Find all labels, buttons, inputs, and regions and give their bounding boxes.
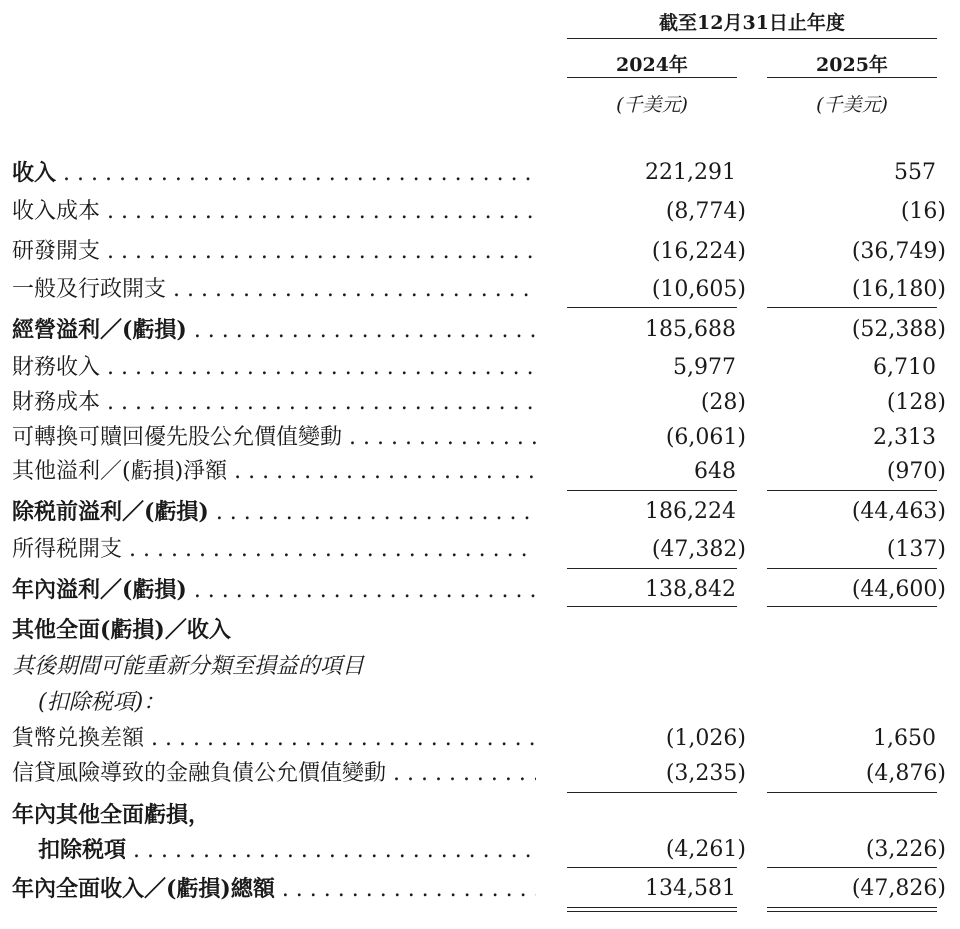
table-row bbox=[0, 197, 960, 227]
table-row bbox=[0, 237, 960, 267]
subtotal-rule bbox=[567, 606, 737, 607]
value-2025: (137) bbox=[886, 537, 946, 562]
value-2025: (47,826) bbox=[851, 876, 946, 901]
value-2024: 138,842 bbox=[645, 577, 736, 602]
value-2024: (10,605) bbox=[651, 277, 746, 302]
row-label: 年內全面收入／(虧損)總額 . . . bbox=[12, 874, 536, 905]
table-row bbox=[0, 535, 960, 565]
table-row bbox=[0, 158, 960, 188]
value-2025: (16) bbox=[900, 199, 946, 224]
col1-year: 2024年 bbox=[616, 54, 688, 76]
table-row bbox=[0, 353, 960, 383]
value-2024: (16,224) bbox=[651, 239, 746, 264]
table-row bbox=[0, 759, 960, 789]
row-label: 研發開支 . . . bbox=[12, 237, 536, 267]
value-2025: (970) bbox=[886, 459, 946, 484]
col2-year: 2025年 bbox=[816, 54, 888, 76]
value-2024: (8,774) bbox=[665, 199, 746, 224]
period-header-rule bbox=[567, 38, 937, 39]
value-2024: (3,235) bbox=[665, 761, 746, 786]
subtotal-rule bbox=[767, 568, 937, 569]
section-subheading bbox=[0, 688, 960, 718]
value-2025: (16,180) bbox=[851, 277, 946, 302]
table-row bbox=[0, 457, 960, 487]
value-2025: (44,600) bbox=[851, 577, 946, 602]
row-label: 其他溢利／(虧損)淨額 . . . bbox=[12, 457, 536, 487]
row-label: 其後期間可能重新分類至損益的項目 bbox=[12, 654, 365, 679]
value-2024: (4,261) bbox=[665, 837, 746, 862]
subtotal-rule bbox=[567, 867, 737, 868]
subtotal-rule bbox=[767, 792, 937, 793]
value-2025: (4,876) bbox=[865, 761, 946, 786]
col1-unit: (千美元) bbox=[616, 94, 688, 116]
row-label: (扣除税項)： bbox=[38, 690, 166, 715]
value-2024: 5,977 bbox=[673, 355, 736, 380]
value-2024: (28) bbox=[700, 390, 746, 415]
value-2024: 186,224 bbox=[645, 499, 736, 524]
table-row bbox=[0, 315, 960, 345]
subtotal-rule bbox=[767, 606, 937, 607]
row-label: 貨幣兑換差額 . . . bbox=[12, 724, 536, 754]
table-row bbox=[0, 388, 960, 418]
total-double-rule bbox=[767, 911, 937, 912]
table-row bbox=[0, 835, 960, 865]
row-label: 年內溢利／(虧損) . . . bbox=[12, 575, 536, 606]
table-row bbox=[0, 423, 960, 453]
col2-unit: (千美元) bbox=[816, 94, 888, 116]
row-label: 收入 . . . bbox=[12, 158, 536, 189]
row-label: 所得税開支 . . . bbox=[12, 535, 536, 565]
period-header: 截至12月31日止年度 bbox=[659, 12, 845, 34]
table-row-total bbox=[0, 874, 960, 904]
section-heading bbox=[0, 615, 960, 645]
value-2024: 134,581 bbox=[645, 876, 736, 901]
value-2025: 6,710 bbox=[873, 355, 936, 380]
value-2025: (128) bbox=[886, 390, 946, 415]
total-double-rule bbox=[567, 907, 737, 908]
row-label: 年內其他全面虧損， bbox=[12, 802, 211, 828]
subtotal-rule bbox=[567, 568, 737, 569]
value-2024: 648 bbox=[694, 459, 736, 484]
col1-year-rule bbox=[567, 77, 737, 78]
row-label: 除税前溢利／(虧損) . . . bbox=[12, 497, 536, 528]
row-label: 收入成本 . . . bbox=[12, 197, 536, 227]
row-label: 其他全面(虧損)／收入 bbox=[12, 617, 231, 643]
value-2024: (47,382) bbox=[651, 537, 746, 562]
table-row bbox=[0, 724, 960, 754]
value-2025: (52,388) bbox=[851, 317, 946, 342]
col2-year-rule bbox=[767, 77, 937, 78]
subtotal-rule bbox=[567, 490, 737, 491]
row-label: 財務收入 . . . bbox=[12, 353, 536, 383]
subtotal-rule bbox=[767, 490, 937, 491]
row-label: 可轉換可贖回優先股公允價值變動 . . . bbox=[12, 423, 536, 453]
value-2025: (36,749) bbox=[851, 239, 946, 264]
subtotal-rule bbox=[767, 867, 937, 868]
value-2025: 2,313 bbox=[873, 425, 936, 450]
table-row bbox=[0, 575, 960, 605]
value-2024: (1,026) bbox=[665, 726, 746, 751]
value-2025: 557 bbox=[894, 160, 936, 185]
value-2024: (6,061) bbox=[665, 425, 746, 450]
subtotal-rule bbox=[567, 307, 737, 308]
subtotal-rule bbox=[567, 792, 737, 793]
section-heading bbox=[0, 800, 960, 830]
row-label: 一般及行政開支 . . . bbox=[12, 275, 536, 305]
value-2024: 221,291 bbox=[645, 160, 736, 185]
value-2024: 185,688 bbox=[645, 317, 736, 342]
value-2025: (3,226) bbox=[865, 837, 946, 862]
table-row bbox=[0, 275, 960, 305]
total-double-rule bbox=[567, 911, 737, 912]
row-label: 經營溢利／(虧損) . . . bbox=[12, 315, 536, 346]
section-subheading bbox=[0, 652, 960, 682]
table-row bbox=[0, 497, 960, 527]
value-2025: 1,650 bbox=[873, 726, 936, 751]
row-label: 信貸風險導致的金融負債公允價值變動 . . . bbox=[12, 759, 536, 789]
row-label: 扣除税項 . . . bbox=[38, 835, 536, 866]
row-label: 財務成本 . . . bbox=[12, 388, 536, 418]
subtotal-rule bbox=[767, 307, 937, 308]
value-2025: (44,463) bbox=[851, 499, 946, 524]
total-double-rule bbox=[767, 907, 937, 908]
